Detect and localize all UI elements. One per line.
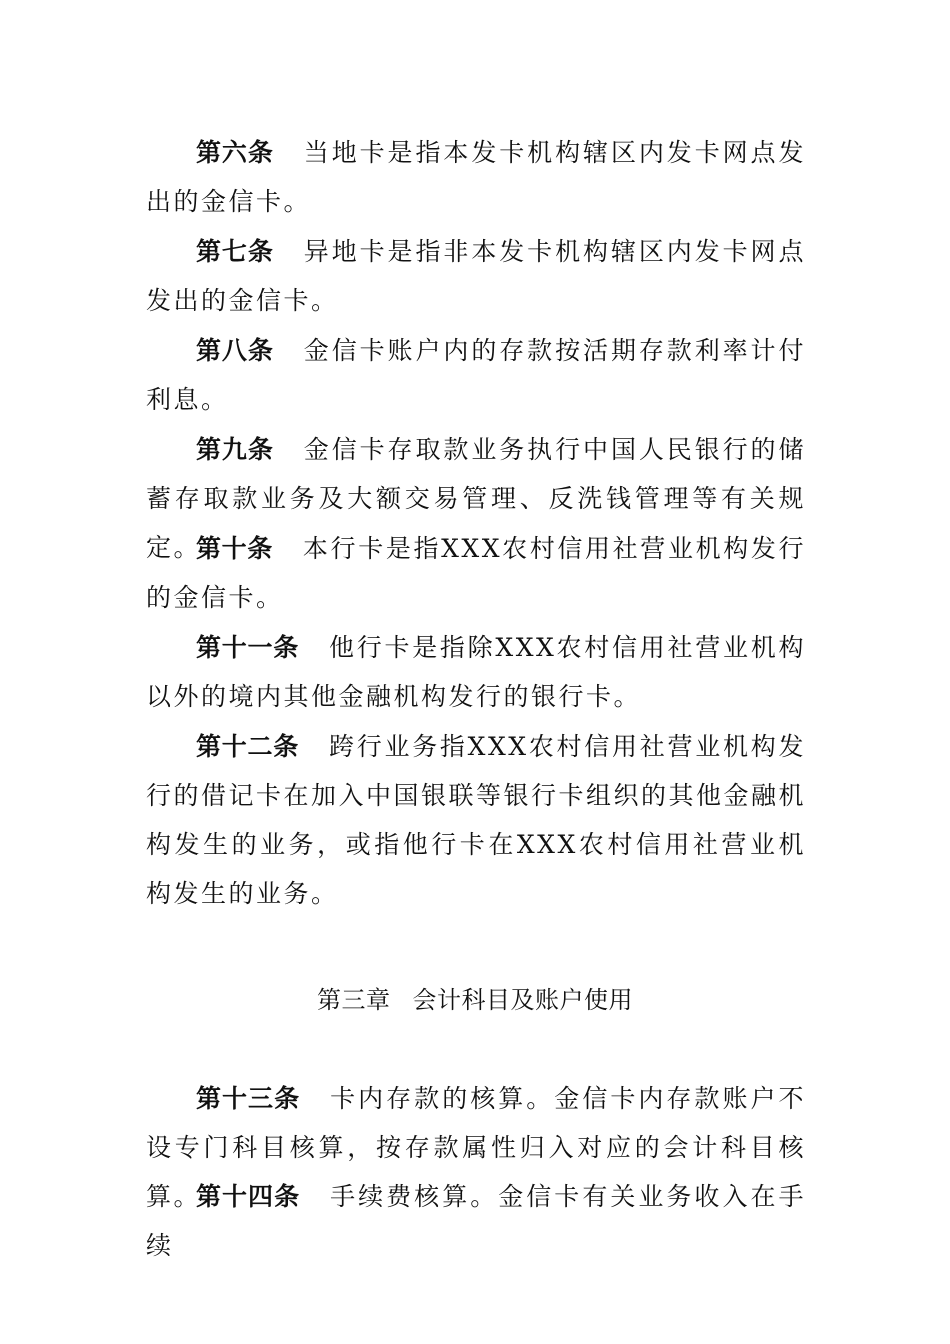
chapter-title: 会计科目及账户使用: [412, 986, 633, 1014]
article-text: 本行卡是指XXX农村信用社营业机构发行的金信卡。: [146, 534, 806, 612]
article-number: 第七条: [196, 237, 274, 266]
article-text: 他行卡是指除XXX农村信用社营业机构以外的境内其他金融机构发行的银行卡。: [146, 633, 806, 711]
article-12: [146, 722, 806, 918]
article-number: 第六条: [196, 138, 274, 167]
article-text: 跨行业务指XXX农村信用社营业机构发行的借记卡在加入中国银联等银行卡组织的其他金融机构发生的业务，或指他行卡在XXX农村信用社营业机构发生的业务。: [146, 732, 807, 908]
article-number: 第十一条: [196, 633, 299, 662]
article-text: 当地卡是指本发卡机构辖区内发卡网点发出的金信卡。: [146, 138, 806, 216]
article-number: 第十三条: [196, 1084, 301, 1113]
article-number: 第十二条: [196, 732, 299, 761]
article-11: [146, 623, 806, 721]
article-text: 金信卡账户内的存款按活期存款利率计付利息。: [146, 336, 806, 414]
article-10: [146, 524, 806, 622]
chapter-heading: [0, 985, 950, 1015]
article-number: 第九条: [196, 435, 274, 464]
article-6: [146, 128, 806, 226]
article-number: 第十四条: [196, 1182, 301, 1211]
article-text: 金信卡存取款业务执行中国人民银行的储蓄存取款业务及大额交易管理、反洗钱管理等有关规定。: [146, 435, 806, 562]
article-text: 手续费核算。金信卡有关业务收入在手续: [146, 1182, 806, 1260]
article-text: 卡内存款的核算。金信卡内存款账户不设专门科目核算，按存款属性归入对应的会计科目核算。: [146, 1084, 806, 1211]
article-7: [146, 227, 806, 325]
article-text: 异地卡是指非本发卡机构辖区内发卡网点发出的金信卡。: [146, 237, 806, 315]
chapter-number: 第三章: [317, 986, 391, 1014]
article-8: [146, 326, 806, 424]
article-number: 第八条: [196, 336, 274, 365]
article-number: 第十条: [196, 534, 273, 563]
article-14: [146, 1172, 806, 1270]
